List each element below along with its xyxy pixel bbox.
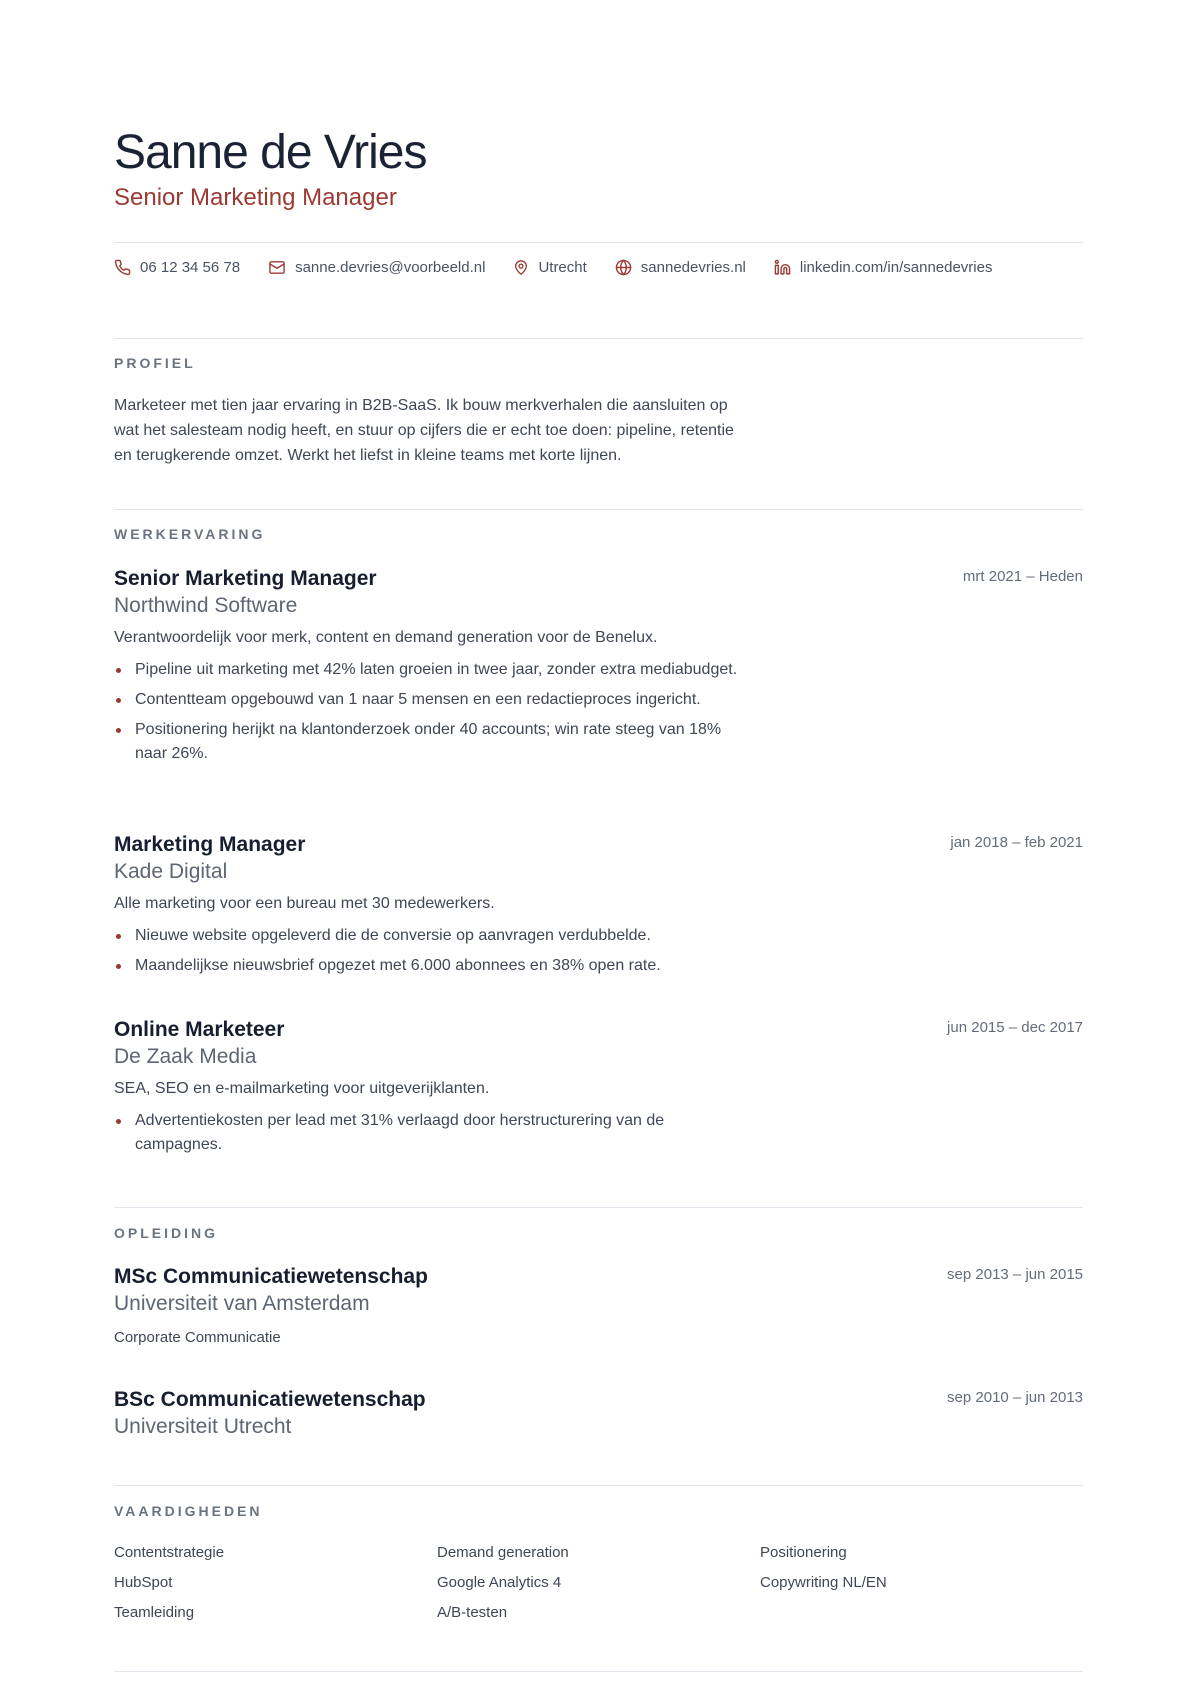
education-degree: BSc Communicatiewetenschap <box>114 1388 426 1411</box>
contact-phone[interactable] <box>114 259 240 276</box>
skill-item: Positionering <box>760 1544 847 1561</box>
skill-item: Copywriting NL/EN <box>760 1574 887 1591</box>
experience-bullets <box>114 924 754 978</box>
contact-linkedin[interactable] <box>774 259 993 276</box>
list-item <box>114 924 754 948</box>
skill-item: HubSpot <box>114 1574 173 1591</box>
contact-email[interactable] <box>268 259 485 276</box>
section-title-education: OPLEIDING <box>114 1225 219 1241</box>
globe-icon <box>615 259 632 276</box>
job-title: Senior Marketing Manager <box>114 184 397 211</box>
experience-description: SEA, SEO en e-mailmarketing voor uitgeverijklanten. <box>114 1080 490 1097</box>
experience-company: Kade Digital <box>114 860 228 883</box>
location-icon <box>513 259 529 276</box>
bullet-text: Advertentiekosten per lead met 31% verlaagd door herstructurering van de campagnes. <box>135 1112 665 1153</box>
bullet-text: Positionering herijkt na klantonderzoek onder 40 accounts; win rate steeg van 18% naar 26%. <box>135 721 722 762</box>
divider <box>114 1207 1083 1208</box>
experience-dates: jun 2015 – dec 2017 <box>947 1019 1083 1036</box>
bullet-text: Pipeline uit marketing met 42% laten groeien in twee jaar, zonder extra mediabudget. <box>135 661 738 678</box>
divider <box>114 509 1083 510</box>
experience-description: Verantwoordelijk voor merk, content en demand generation voor de Benelux. <box>114 629 658 646</box>
experience-dates: jan 2018 – feb 2021 <box>950 834 1083 851</box>
list-item <box>114 688 754 712</box>
bullet-text: Contentteam opgebouwd van 1 naar 5 mensen en een redactieproces ingericht. <box>135 691 701 708</box>
person-name: Sanne de Vries <box>114 126 427 179</box>
experience-company: Northwind Software <box>114 594 298 617</box>
bullet-dot <box>116 964 121 969</box>
contact-website[interactable] <box>615 259 746 276</box>
skill-item: Demand generation <box>437 1544 569 1561</box>
bullet-text: Nieuwe website opgeleverd die de conversie op aanvragen verdubbelde. <box>135 927 651 944</box>
experience-entry <box>114 832 1083 984</box>
bullet-dot <box>116 934 121 939</box>
list-item <box>114 718 754 766</box>
education-school: Universiteit Utrecht <box>114 1415 292 1438</box>
phone-icon <box>114 259 131 276</box>
bullet-dot <box>116 1119 121 1124</box>
contact-phone-text: 06 12 34 56 78 <box>140 258 241 276</box>
experience-role: Senior Marketing Manager <box>114 567 377 590</box>
divider <box>114 242 1083 243</box>
list-item <box>114 954 754 978</box>
skill-item: Google Analytics 4 <box>437 1574 562 1591</box>
skill-item: A/B-testen <box>437 1604 508 1621</box>
experience-dates: mrt 2021 – Heden <box>962 568 1083 585</box>
bullet-dot <box>116 698 121 703</box>
list-item <box>114 1109 754 1157</box>
skill-item: Contentstrategie <box>114 1544 225 1561</box>
mail-icon <box>268 259 286 276</box>
education-dates: sep 2010 – jun 2013 <box>947 1389 1083 1406</box>
divider <box>114 1485 1083 1486</box>
bullet-dot <box>116 728 121 733</box>
profile-text: Marketeer met tien jaar ervaring in B2B-SaaS. Ik bouw merkverhalen die aansluiten op wat het salesteam nodig heeft, en stuur op cijfers die er echt toe doen: pipeline, retentie en terugkerende omzet. Werkt het liefst in kleine teams met korte lijnen. <box>114 397 734 464</box>
contact-email-text: sanne.devries@voorbeeld.nl <box>295 258 486 276</box>
contact-row <box>114 256 1020 278</box>
education-dates: sep 2013 – jun 2015 <box>947 1266 1083 1283</box>
contact-location-text: Utrecht <box>538 258 587 276</box>
contact-website-text: sannedevries.nl <box>640 258 746 276</box>
contact-linkedin-text: linkedin.com/in/sannedevries <box>799 258 993 276</box>
education-entry <box>114 1387 1083 1441</box>
experience-description: Alle marketing voor een bureau met 30 medewerkers. <box>114 895 495 912</box>
education-entry <box>114 1264 1083 1350</box>
experience-company: De Zaak Media <box>114 1045 257 1068</box>
bullet-dot <box>116 668 121 673</box>
contact-location <box>513 259 586 276</box>
education-degree: MSc Communicatiewetenschap <box>114 1265 428 1288</box>
skills-grid <box>114 1542 1083 1623</box>
section-title-skills: VAARDIGHEDEN <box>114 1503 263 1519</box>
experience-entry <box>114 1017 1083 1163</box>
education-detail: Corporate Communicatie <box>114 1329 281 1346</box>
divider <box>114 1671 1083 1672</box>
education-school: Universiteit van Amsterdam <box>114 1292 370 1315</box>
linkedin-icon <box>774 259 791 276</box>
section-title-profile: PROFIEL <box>114 355 196 371</box>
divider <box>114 338 1083 339</box>
section-title-experience: WERKERVARING <box>114 526 266 542</box>
experience-entry <box>114 566 1083 772</box>
experience-bullets <box>114 1109 754 1157</box>
list-item <box>114 658 754 682</box>
bullet-text: Maandelijkse nieuwsbrief opgezet met 6.000 abonnees en 38% open rate. <box>135 957 661 974</box>
experience-role: Online Marketeer <box>114 1018 285 1041</box>
experience-role: Marketing Manager <box>114 833 306 856</box>
experience-bullets <box>114 658 754 766</box>
skill-item: Teamleiding <box>114 1604 195 1621</box>
